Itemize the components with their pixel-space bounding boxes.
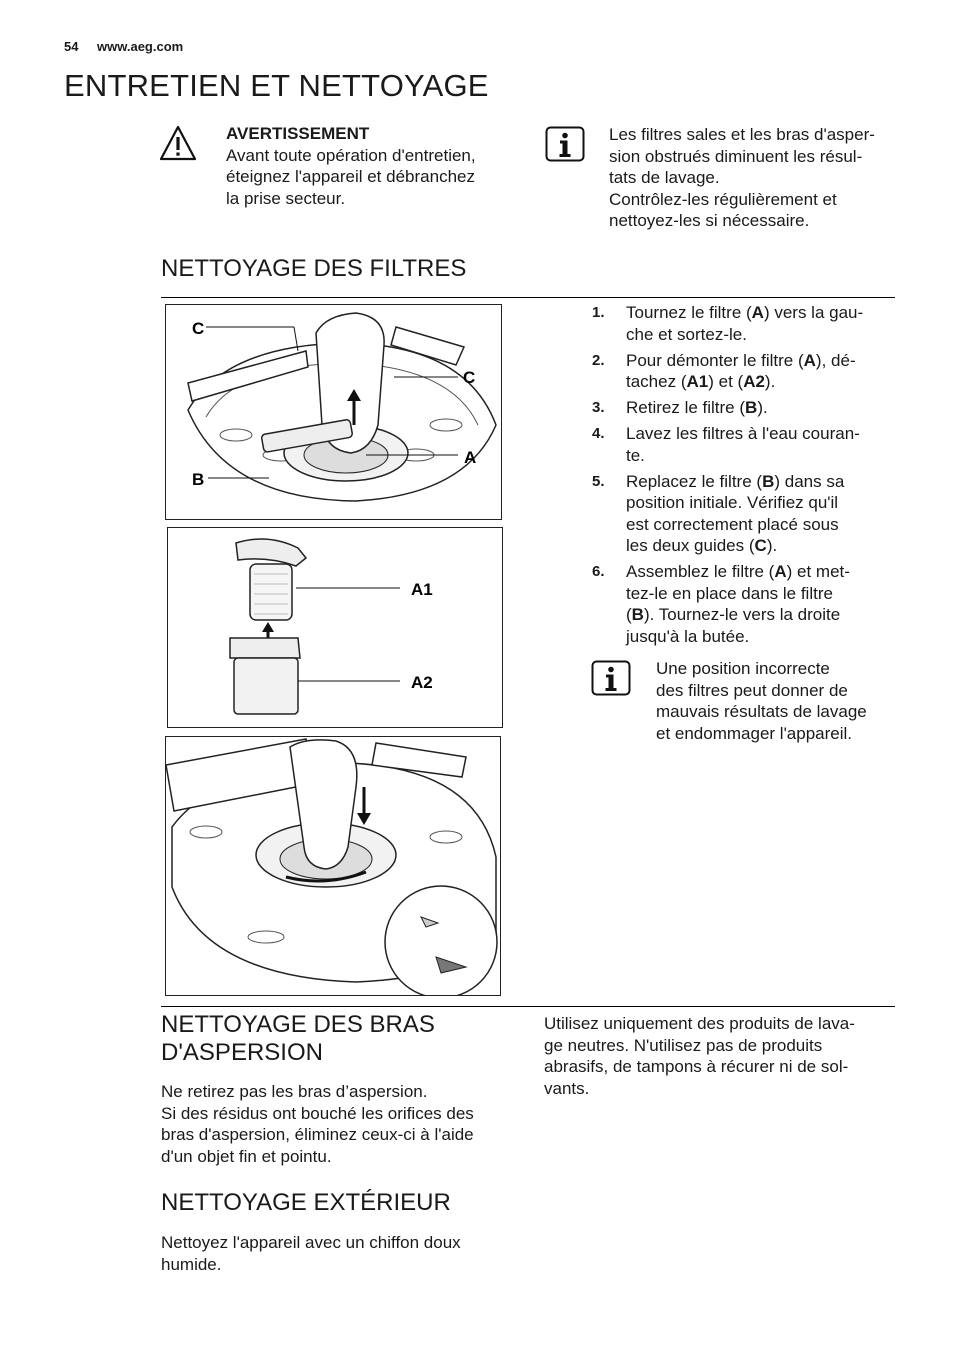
filter-info-text <box>656 658 896 744</box>
website-url: www.aeg.com <box>97 39 184 54</box>
filters-heading: NETTOYAGE DES FILTRES <box>161 255 467 282</box>
heading-line: NETTOYAGE DES BRAS <box>161 1011 435 1038</box>
info-line: sion obstrués diminuent les résul- <box>609 146 863 166</box>
step-line: Retirez le filtre (B). <box>626 398 768 417</box>
info-line: nettoyez-les si nécessaire. <box>609 211 810 230</box>
warning-title: AVERTISSEMENT <box>226 124 370 143</box>
step-number: 6. <box>592 563 605 580</box>
warning-triangle-icon <box>158 124 198 164</box>
step-line: Pour démonter le filtre (A), dé- <box>626 350 856 370</box>
label-b: B <box>192 470 205 489</box>
text-line: vants. <box>544 1078 590 1098</box>
warning-line: Avant toute opération d'entretien, <box>226 145 476 165</box>
section-divider <box>161 297 895 298</box>
label-c: C <box>463 368 476 387</box>
text-line: humide. <box>161 1254 222 1274</box>
info-top-text <box>609 124 909 232</box>
step-line: jusqu'à la butée. <box>626 626 750 646</box>
step-item <box>592 302 894 345</box>
heading-line: D'ASPERSION <box>161 1039 323 1066</box>
info-icon <box>591 660 631 696</box>
step-line: est correctement placé sous <box>626 514 839 534</box>
text-line: Ne retirez pas les bras d’aspersion. <box>161 1082 428 1101</box>
step-line: position initiale. Vérifiez qu'il <box>626 493 839 512</box>
text-line: d'un objet fin et pointu. <box>161 1146 332 1166</box>
exterior-heading: NETTOYAGE EXTÉRIEUR <box>161 1189 451 1216</box>
text-line: abrasifs, de tampons à récurer ni de sol- <box>544 1057 849 1076</box>
figure-filter-installation <box>165 736 501 996</box>
label-a: A <box>464 448 477 467</box>
step-item <box>592 423 894 466</box>
text-line: ge neutres. N'utilisez pas de produits <box>544 1035 823 1055</box>
step-line: Assemblez le filtre (A) et met- <box>626 562 850 581</box>
info-line: mauvais résultats de lavage <box>656 702 867 721</box>
warning-block <box>226 123 526 209</box>
section-divider <box>161 1006 895 1007</box>
step-item <box>592 350 894 393</box>
info-line: des filtres peut donner de <box>656 680 848 700</box>
info-line: et endommager l'appareil. <box>656 723 853 743</box>
step-line: tez-le en place dans le filtre <box>626 583 833 603</box>
text-line: Si des résidus ont bouché les orifices des <box>161 1103 474 1123</box>
step-item <box>592 397 894 419</box>
label-a2: A2 <box>411 673 433 692</box>
label-c: C <box>192 319 205 338</box>
info-line: Les filtres sales et les bras d'asper- <box>609 125 875 144</box>
spray-arms-text <box>161 1081 521 1167</box>
step-number: 4. <box>592 425 605 442</box>
step-line: che et sortez-le. <box>626 324 747 344</box>
warning-line: éteignez l'appareil et débranchez <box>226 167 475 186</box>
step-line: les deux guides (C). <box>626 536 778 555</box>
step-line: (B). Tournez-le vers la droite <box>626 605 841 624</box>
info-line: tats de lavage. <box>609 168 720 187</box>
step-item <box>592 561 894 647</box>
exterior-text <box>161 1232 521 1275</box>
step-line: Lavez les filtres à l'eau couran- <box>626 424 860 443</box>
step-line: Tournez le filtre (A) vers la gau- <box>626 303 864 322</box>
step-number: 1. <box>592 304 605 321</box>
page-number: 54 <box>64 39 79 54</box>
warning-line: la prise secteur. <box>226 188 346 208</box>
figure-filter-removal <box>165 304 502 520</box>
step-number: 3. <box>592 399 605 416</box>
spray-arms-heading <box>161 1011 435 1067</box>
step-line: tachez (A1) et (A2). <box>626 372 776 391</box>
page-title: ENTRETIEN ET NETTOYAGE <box>64 68 489 103</box>
step-number: 2. <box>592 351 605 369</box>
info-icon <box>545 126 585 162</box>
text-line: Nettoyez l'appareil avec un chiffon doux <box>161 1233 461 1252</box>
text-line: Utilisez uniquement des produits de lava- <box>544 1014 855 1033</box>
cleaning-products-text <box>544 1013 899 1099</box>
step-number: 5. <box>592 472 605 490</box>
step-line: Replacez le filtre (B) dans sa <box>626 471 845 491</box>
step-item <box>592 471 894 557</box>
filter-steps-list <box>592 302 894 652</box>
label-a1: A1 <box>411 580 433 599</box>
info-line: Contrôlez-les régulièrement et <box>609 189 837 209</box>
figure-filter-disassembly <box>167 527 503 728</box>
info-line: Une position incorrecte <box>656 659 830 678</box>
text-line: bras d'aspersion, éliminez ceux-ci à l'aide <box>161 1125 474 1144</box>
step-line: te. <box>626 445 645 465</box>
